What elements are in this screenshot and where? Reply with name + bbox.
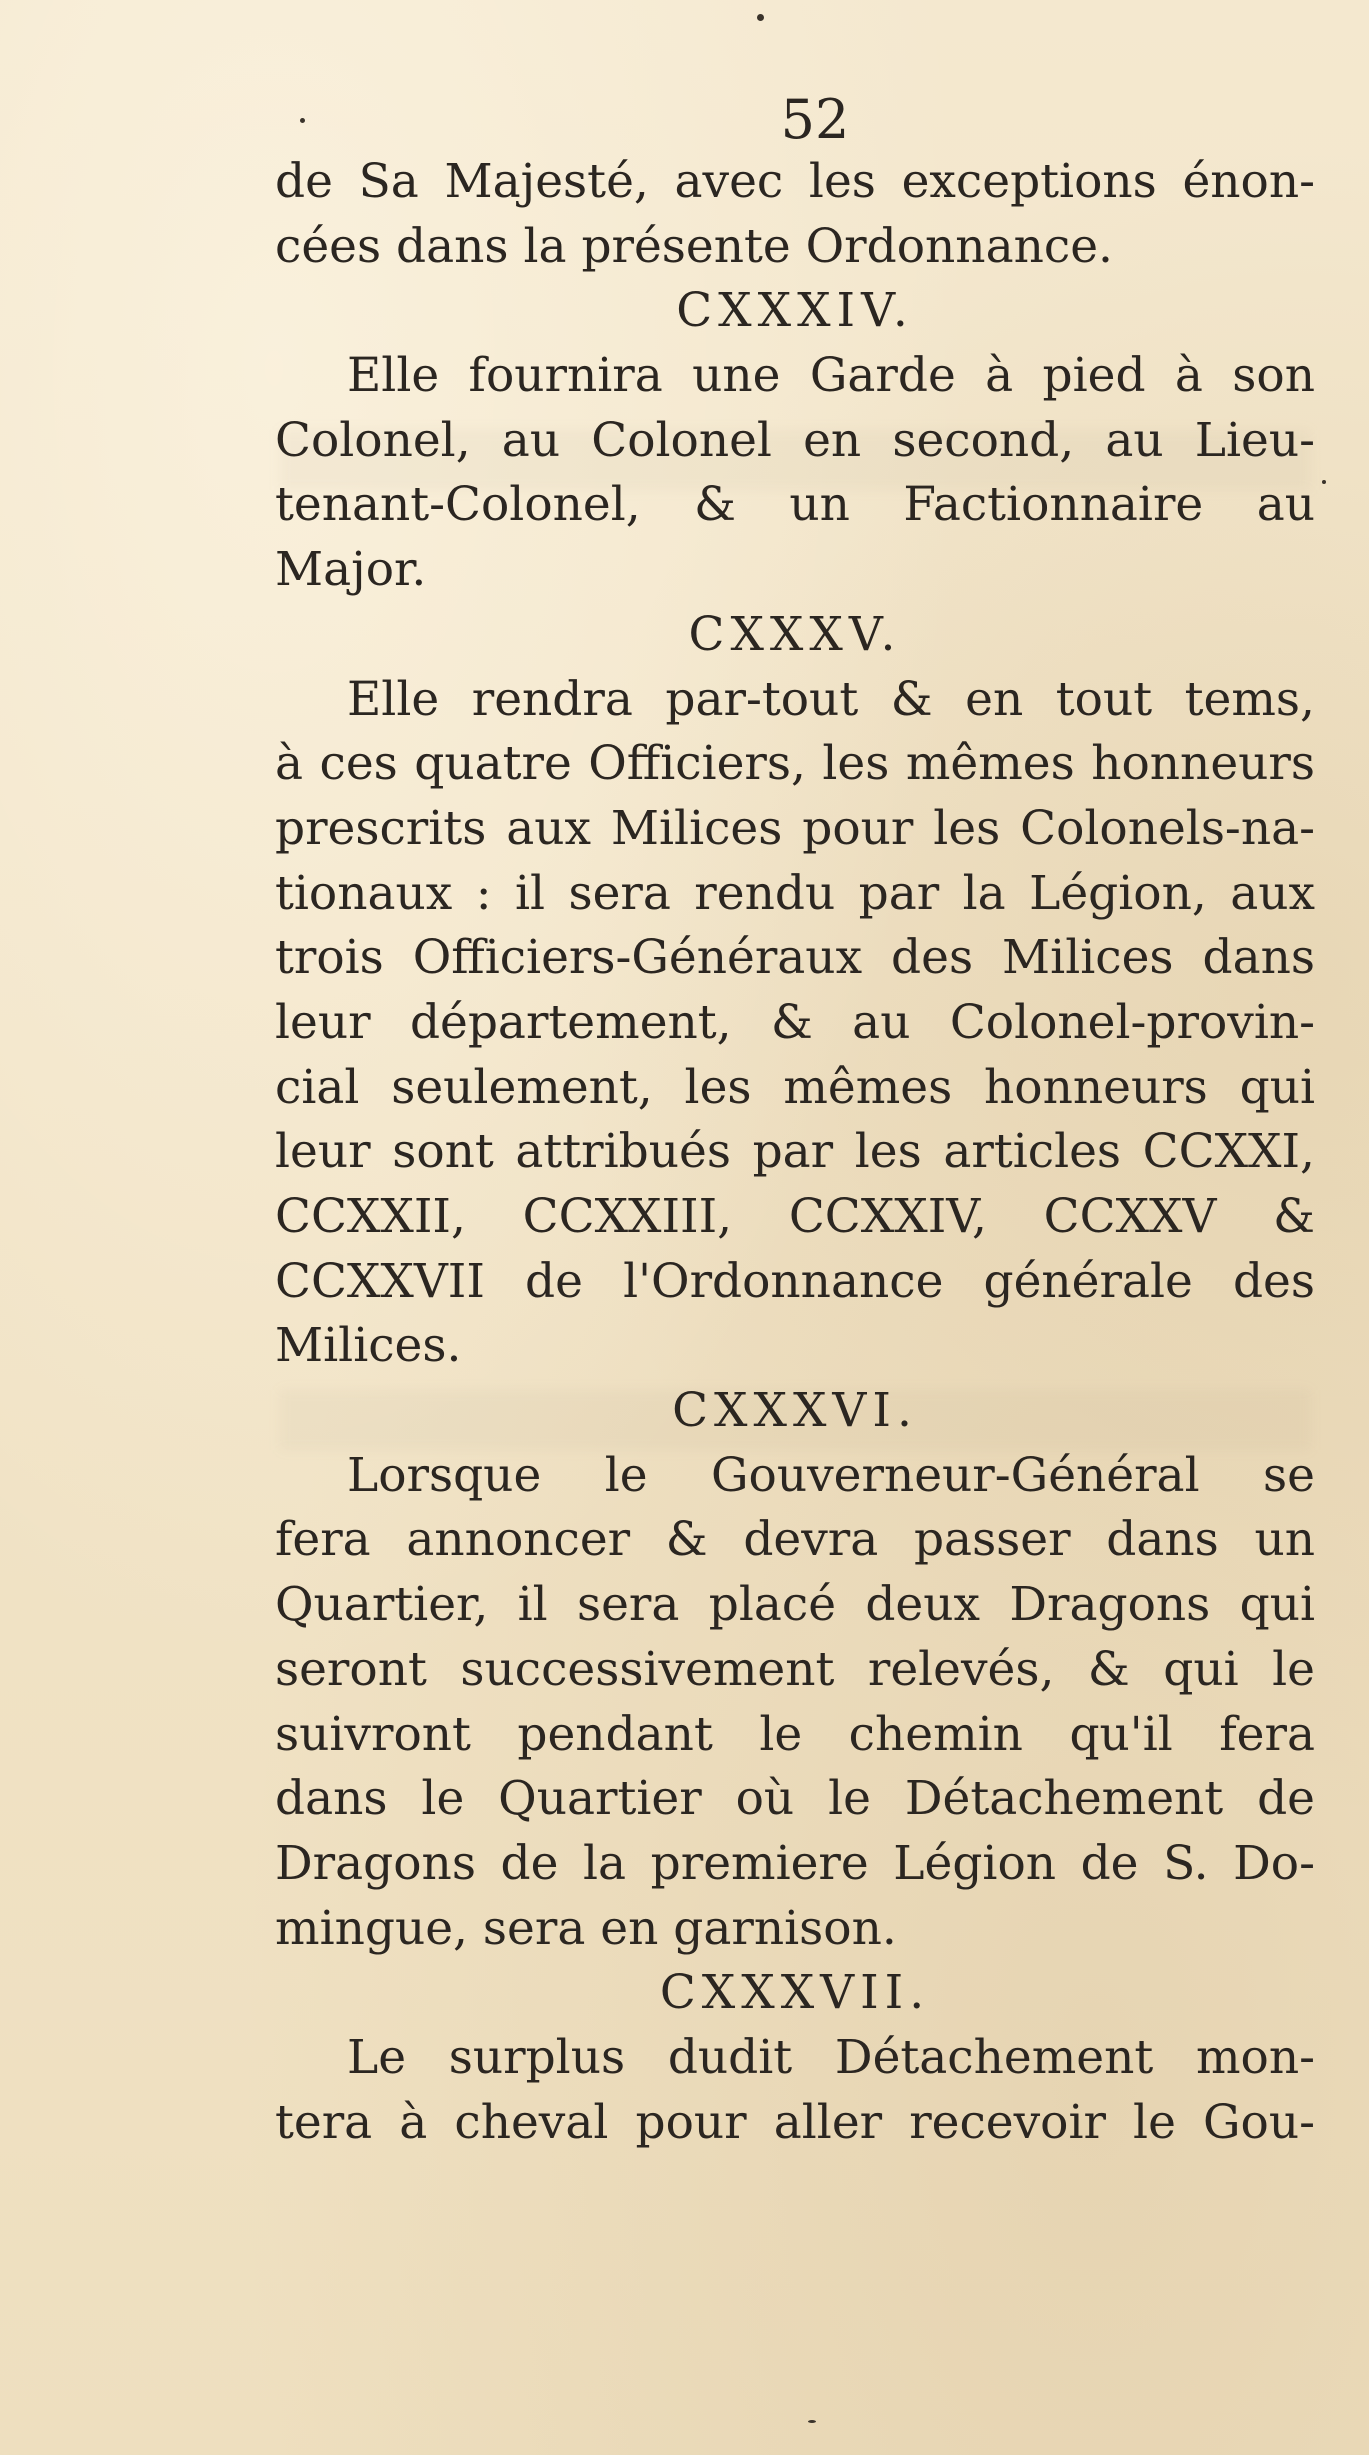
text-line: Colonel, au Colonel en second, au Lieu- bbox=[275, 412, 1315, 468]
text-line: cées dans la présente Ordonnance. bbox=[275, 218, 1113, 274]
text-line: fera annoncer & devra passer dans un bbox=[275, 1512, 1315, 1568]
text-line: Elle rendra par-tout & en tout tems, bbox=[347, 671, 1315, 727]
text-line: leur département, & au Colonel-provin- bbox=[275, 994, 1315, 1050]
article-heading: CXXXIV. bbox=[676, 283, 914, 339]
page-number: 52 bbox=[780, 88, 850, 151]
text-line: seront successivement relevés, & qui le bbox=[275, 1641, 1315, 1697]
text-line: Lorsque le Gouverneur-Général se bbox=[347, 1447, 1315, 1503]
text-line: dans le Quartier où le Détachement de bbox=[275, 1771, 1315, 1827]
text-line: mingue, sera en garnison. bbox=[275, 1900, 897, 1956]
text-line: Elle fournira une Garde à pied à son bbox=[347, 348, 1315, 404]
text-line: Le surplus dudit Détachement mon- bbox=[347, 2029, 1315, 2085]
article-heading: CXXXVII. bbox=[659, 1965, 931, 2021]
ink-speck bbox=[808, 2420, 816, 2423]
text-line: tionaux : il sera rendu par la Légion, aux bbox=[275, 865, 1315, 921]
text-line: cial seulement, les mêmes honneurs qui bbox=[275, 1059, 1315, 1115]
text-line: leur sont attribués par les articles CCXXI, bbox=[275, 1124, 1315, 1180]
article-heading: CXXXV. bbox=[688, 606, 902, 662]
text-line: CCXXII, CCXXIII, CCXXIV, CCXXV & bbox=[275, 1189, 1315, 1244]
text-line: Dragons de la premiere Légion de S. Do- bbox=[275, 1835, 1315, 1891]
article-heading: CXXXVI. bbox=[672, 1383, 918, 1439]
text-block bbox=[275, 90, 1315, 2155]
text-line: tenant-Colonel, & un Factionnaire au bbox=[275, 477, 1315, 533]
ink-speck bbox=[757, 14, 764, 21]
ink-speck bbox=[1322, 480, 1326, 484]
text-line: prescrits aux Milices pour les Colonels-na- bbox=[275, 800, 1315, 856]
text-line: suivront pendant le chemin qu'il fera bbox=[275, 1706, 1315, 1762]
text-line: Milices. bbox=[275, 1318, 462, 1374]
text-line: de Sa Majesté, avec les exceptions énon- bbox=[275, 154, 1315, 209]
text-line: Major. bbox=[275, 542, 427, 598]
text-line: trois Officiers-Généraux des Milices dans bbox=[275, 930, 1315, 986]
text-line: Quartier, il sera placé deux Dragons qui bbox=[275, 1577, 1315, 1633]
text-line: tera à cheval pour aller recevoir le Gou- bbox=[275, 2094, 1315, 2150]
text-line: à ces quatre Officiers, les mêmes honneurs bbox=[275, 736, 1315, 792]
text-line: CCXXVII de l'Ordonnance générale des bbox=[275, 1253, 1315, 1309]
